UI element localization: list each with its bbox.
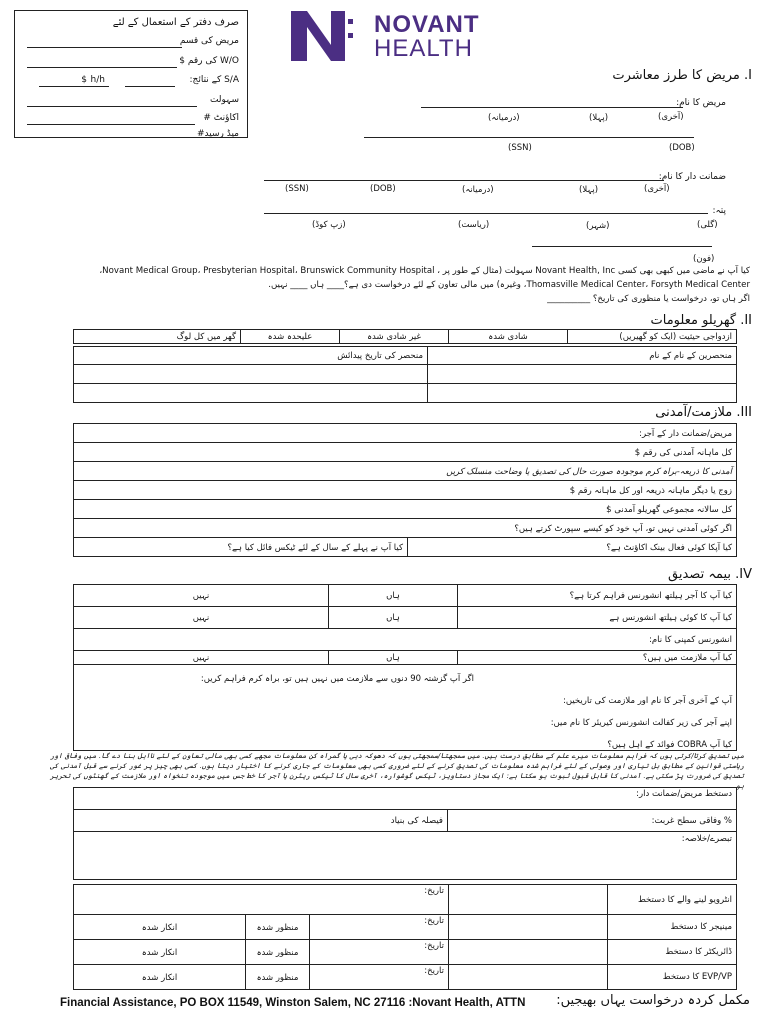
- sub-state: (ریاست): [458, 220, 490, 230]
- facility-line[interactable]: [27, 106, 197, 107]
- sub-dob: (DOB): [669, 143, 695, 153]
- employer-insurance-yes[interactable]: ہاں: [329, 585, 458, 607]
- unemployment-box: [73, 665, 737, 751]
- poverty-level-field[interactable]: % وفاقی سطح غربت:: [448, 810, 737, 832]
- sub-first: (پہلا): [589, 113, 609, 123]
- employer-field[interactable]: مریض/ضمانت دار کے آجر:: [74, 424, 737, 443]
- evp-signature-field[interactable]: [449, 965, 608, 990]
- prior-assistance-question: کیا آپ نے ماضی میں کبھی بھی کسی Novant Health, Inc سہولت (مثال کے طور پر ، Novant Medical Group، Presbyterian Hospital، Brunswick Community Hospital،: [99, 266, 750, 276]
- insurance-table: [73, 584, 737, 665]
- patient-name-line[interactable]: [421, 107, 683, 108]
- sa-results-label: S/A کے نتائج:: [189, 75, 239, 85]
- tax-filed-field[interactable]: کیا آپ نے پہلے کے سال کے لئے ٹیکس فائل کیا ہے؟: [74, 538, 408, 557]
- mailing-address: Financial Assistance, PO BOX 11549, Winston Salem, NC 27116 :Novant Health, ATTN: [60, 997, 526, 1009]
- office-use-box: [14, 10, 248, 138]
- sub-zip: (زپ کوڈ): [312, 220, 346, 230]
- sub-phone: (فون): [693, 254, 715, 264]
- account-label: اکاؤنٹ #: [203, 113, 239, 123]
- section-4-title: IV. بیمہ تصدیق: [668, 567, 752, 582]
- employer-insurance-question: کیا آپ کا آجر ہیلتھ انشورنس فراہم کرتا ہے؟: [458, 585, 737, 607]
- evp-denied[interactable]: انکار شدہ: [74, 965, 246, 990]
- hh-label: h/h: [90, 75, 105, 85]
- decision-basis-field[interactable]: فیصلہ کی بنیاد: [74, 810, 448, 832]
- section-1-title: I. مریض کا طرز معاشرت: [612, 68, 752, 83]
- evp-approved[interactable]: منظور شدہ: [246, 965, 310, 990]
- mailing-instructions: [60, 995, 750, 1009]
- employed-question: کیا آپ ملازمت میں ہیں؟: [458, 651, 737, 665]
- sub-g-last: (آخری): [644, 184, 670, 194]
- office-use-title: صرف دفتر کے استعمال کے لئے: [112, 17, 239, 28]
- sub-ssn: (SSN): [508, 143, 532, 153]
- certification-notice: میں تصدیق کرتا/کرتی ہوں کہ فراہم معلومات میرے علم کے مطابق درست ہیں. میں سمجھتا/سمجھتی ہوں کہ دھوکہ دہی یا گمراہ کن معلومات مجھے کسی بھی مالی تعاون کے لئے نااہل بنا دے گا. میں وفاقی اور ریاستی قوانین کے مطابق بل تیاری اور وصولی کے لئے فراہم شدہ معلومات کی تصدیق کرنے کے لئے ضروری کسی بھی معلومات کے جاری کرنے کا اختیار دیتا ہوں. کسی بھی چیز پر غور کرنے سے قبل آمدنی کی تصدیق کی ضرورت پڑ سکتی ہے. آمدنی کا قابل قبول ثبوت ہو سکتا ہے: ایک مجاز دستاویز، ٹیکس گوشوارہ، آخری سال کا ٹیکس ریٹرن یا آجر کا خط جس میں موجودہ تنخواہ اور ملازمت کے گھنٹوں کی تحریر ہو.: [50, 752, 744, 790]
- have-insurance-yes[interactable]: ہاں: [329, 607, 458, 629]
- director-approved[interactable]: منظور شدہ: [246, 940, 310, 965]
- dependent-name-cell[interactable]: [428, 365, 737, 384]
- dob-ssn-line[interactable]: [364, 137, 694, 138]
- interviewer-signature-field[interactable]: [449, 885, 608, 915]
- insurance-carrier-field[interactable]: اپنے آجر کی زیر کفالت انشورنس کیریئر کا نام میں:: [550, 718, 732, 728]
- facility-label: سہولت: [209, 95, 239, 105]
- evp-date-field[interactable]: تاریخ:: [310, 965, 449, 990]
- logo-word-novant: NOVANT: [374, 11, 480, 38]
- sub-last: (آخری): [658, 112, 684, 122]
- guarantor-name-line[interactable]: [264, 180, 664, 181]
- section-2-title: II. گھریلو معلومات: [650, 313, 752, 328]
- sa-results-line[interactable]: [125, 86, 175, 87]
- dependent-name-cell[interactable]: [428, 384, 737, 403]
- household-count-label: گھر میں کل لوگ: [74, 330, 241, 344]
- applicant-signature-field[interactable]: دستخط مریض/ضمانت دار:: [74, 788, 737, 810]
- director-signature-label: ڈائریکٹر کا دستخط: [608, 940, 737, 965]
- insurance-company-field[interactable]: انشورنس کمپنی کا نام:: [74, 629, 737, 651]
- income-table: [73, 423, 737, 557]
- decision-table: [73, 787, 737, 880]
- patient-type-label: مریض کی قسم: [179, 36, 239, 46]
- signature-table: [73, 884, 737, 990]
- dependents-table: [73, 346, 737, 403]
- sub-g-first: (پہلا): [579, 185, 599, 195]
- dependent-dob-cell[interactable]: [74, 384, 428, 403]
- last-employer-field[interactable]: آپ کے آخری آجر کا نام اور ملازمت کی تاریخیں:: [563, 696, 732, 706]
- dependent-name-header: منحصرین کے نام کے نام: [428, 347, 737, 365]
- sub-g-dob: (DOB): [370, 184, 396, 194]
- employer-insurance-no[interactable]: نہیں: [74, 585, 329, 607]
- director-date-field[interactable]: تاریخ:: [310, 940, 449, 965]
- mailing-label: مکمل کردہ درخواست یہاں بھیجیں:: [556, 993, 750, 1008]
- bank-account-field[interactable]: کیا آپکا کوئی فعال بینک اکاؤنٹ ہے؟: [408, 538, 737, 557]
- monthly-income-field[interactable]: کل ماہانہ آمدنی کی رقم $: [74, 443, 737, 462]
- unemployed-instruction: اگر آپ گزشتہ 90 دنوں سے ملازمت میں نہیں ہیں تو، براہ کرم فراہم کریں:: [200, 674, 474, 684]
- novant-health-logo: [291, 11, 496, 63]
- wo-amount-line[interactable]: [27, 67, 177, 68]
- interviewer-date-field[interactable]: تاریخ:: [74, 885, 449, 915]
- household-table: [73, 329, 737, 344]
- dependent-dob-cell[interactable]: [74, 365, 428, 384]
- patient-name-label: مریض کا نام:: [676, 98, 726, 108]
- hh-line[interactable]: [39, 86, 109, 87]
- comments-field[interactable]: تبصرے/خلاصہ:: [74, 832, 737, 880]
- novant-n-mark-icon: [291, 11, 353, 61]
- patient-type-line[interactable]: [27, 47, 182, 48]
- evp-signature-label: EVP/VP کا دستخط: [608, 965, 737, 990]
- interviewer-signature-label: انٹرویو لینے والے کا دستخط: [608, 885, 737, 915]
- cobra-eligible-field[interactable]: کیا آپ COBRA فوائد کے اہل ہیں؟: [607, 740, 732, 750]
- have-insurance-question: کیا آپ کا کوئی ہیلتھ انشورنس ہے: [458, 607, 737, 629]
- logo-word-health: HEALTH: [374, 35, 473, 62]
- manager-signature-field[interactable]: [449, 915, 608, 940]
- annual-income-field[interactable]: کل سالانہ مجموعی گھریلو آمدنی $: [74, 500, 737, 519]
- section-3-title: III. ملازمت/آمدنی: [655, 405, 752, 420]
- no-income-support-field[interactable]: اگر کوئی آمدنی نہیں تو، آپ خود کو کیسے سپورٹ کرتے ہیں؟: [74, 519, 737, 538]
- manager-signature-label: مینیجر کا دستخط: [608, 915, 737, 940]
- address-label: پتہ:: [712, 206, 726, 216]
- wo-amount-label: W/O کی رقم $: [179, 56, 239, 66]
- manager-approved[interactable]: منظور شدہ: [246, 915, 310, 940]
- income-proof-field[interactable]: آمدنی کا ذریعہ-براہ کرم موجودہ صورت حال کی تصدیق یا وضاحت منسلک کریں: [74, 462, 737, 481]
- have-insurance-no[interactable]: نہیں: [74, 607, 329, 629]
- sub-g-ssn: (SSN): [285, 184, 309, 194]
- sub-g-middle: (درمیانہ): [462, 185, 494, 195]
- address-line[interactable]: [264, 213, 708, 214]
- sub-middle: (درمیانہ): [488, 113, 520, 123]
- employed-yes[interactable]: ہاں: [329, 651, 458, 665]
- phone-line[interactable]: [532, 246, 712, 247]
- guarantor-name-label: ضمانت دار کا نام:: [658, 172, 726, 182]
- account-line[interactable]: [27, 124, 195, 125]
- marital-status-label: ازدواجی حیثیت (ایک کو گھیریں): [568, 330, 737, 344]
- approval-date-question: اگر ہاں تو، درخواست یا منظوری کی تاریخ؟ __________: [547, 294, 750, 304]
- prior-assistance-question-cont: Thomasville Medical Center، Forsyth Medical Center، وغیرہ) میں مالی تعاون کے لئے درخواست دی ہے؟____ ہاں ____ نہیں.: [268, 280, 750, 290]
- dependent-dob-header: منحصر کی تاریخ پیدائش: [74, 347, 428, 365]
- med-receipt-label: میڈ رسید#: [197, 129, 239, 139]
- manager-denied[interactable]: انکار شدہ: [74, 915, 246, 940]
- director-signature-field[interactable]: [449, 940, 608, 965]
- single-option[interactable]: غیر شادی شدہ: [340, 330, 449, 344]
- dollar-label: $: [81, 75, 87, 85]
- sub-street: (گلی): [697, 220, 718, 230]
- separated-option[interactable]: علیحدہ شدہ: [241, 330, 340, 344]
- spouse-income-field[interactable]: زوج یا دیگر ماہانہ ذریعہ اور کل ماہانہ رقم $: [74, 481, 737, 500]
- sub-city: (شہر): [586, 221, 610, 231]
- manager-date-field[interactable]: تاریخ:: [310, 915, 449, 940]
- director-denied[interactable]: انکار شدہ: [74, 940, 246, 965]
- employed-no[interactable]: نہیں: [74, 651, 329, 665]
- married-option[interactable]: شادی شدہ: [449, 330, 568, 344]
